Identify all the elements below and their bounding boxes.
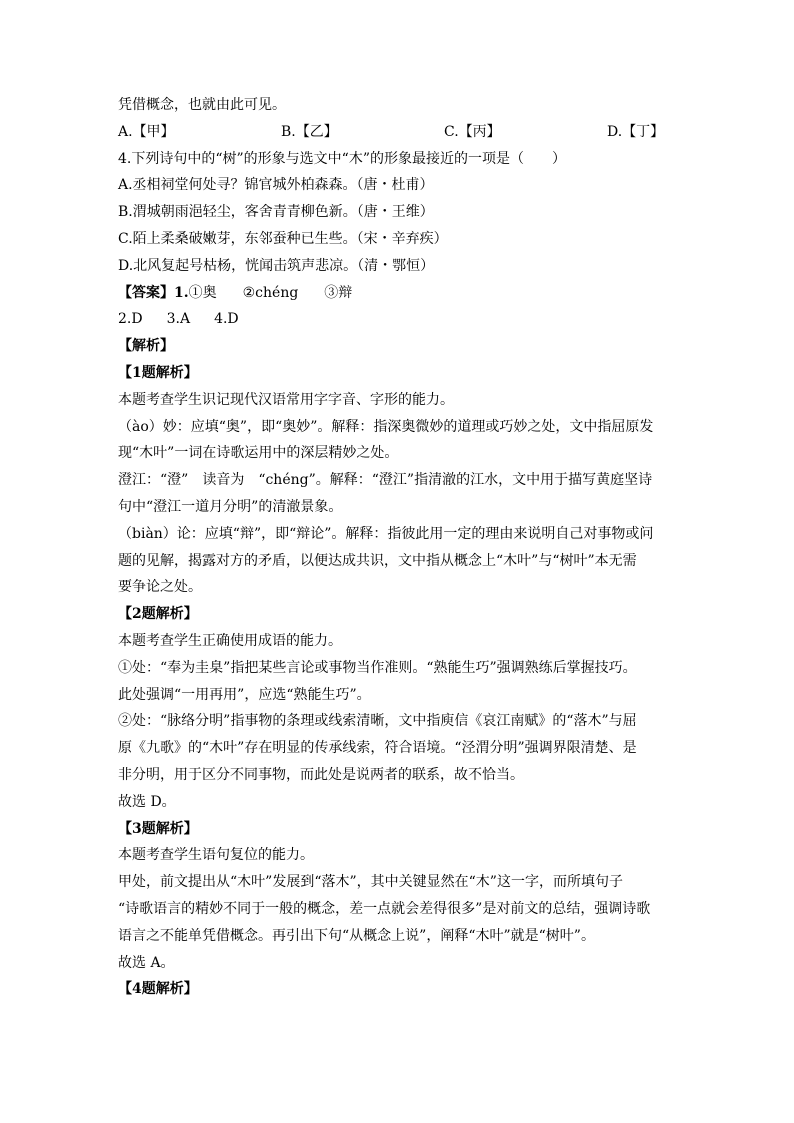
question-4: 4.下列诗句中的“树”的形象与选文中“木”的形象最接近的一项是（ ） (118, 150, 566, 167)
answer-4: 4.D (214, 311, 239, 328)
answer-line-2 (118, 306, 678, 333)
question-4-option-a: A.丞相祠堂何处寻？锦官城外柏森森。（唐・杜甫） (118, 177, 434, 194)
option-a: A.【甲】 (118, 123, 175, 140)
question-4-option-d: D.北风复起号枯杨，恍闻击筑声悲凉。（清・鄂恒） (118, 257, 435, 274)
question-4-option-c: C.陌上柔桑破嫩芽，东邻蚕种已生些。（宋・辛弃疾） (118, 230, 448, 247)
answer-3: 3.A (166, 311, 191, 328)
text-line: 此处强调“一用再用”，应选“熟能生巧”。 (118, 686, 371, 703)
option-b: B.【乙】 (281, 123, 338, 140)
text-line: “诗歌语言的精妙不同于一般的概念，差一点就会差得很多”是对前文的总结，强调诗歌 (118, 900, 651, 917)
section-heading-q2: 【2题解析】 (118, 606, 198, 623)
answer-line (118, 280, 678, 307)
answer-2: 2.D (118, 311, 143, 328)
answer-label: 【答案】1. (118, 284, 189, 301)
text-line: （biàn）论：应填“辩”，即“辩论”。解释：指彼此用一定的理由来说明自己对事物或问 (118, 525, 654, 542)
text-line: 凭借概念，也就由此可见。 (118, 97, 286, 113)
answer-1-2: ②chéng (242, 284, 299, 301)
section-heading-analysis: 【解析】 (118, 338, 174, 355)
text-line: 故选 A。 (118, 954, 175, 971)
text-line: ②处：“脉络分明”指事物的条理或线索清晰，文中指庾信《哀江南赋》的“落木”与屈 (118, 713, 637, 730)
text-line: 本题考查学生正确使用成语的能力。 (118, 632, 342, 649)
text-line: 本题考查学生语句复位的能力。 (118, 847, 314, 864)
option-d: D.【丁】 (607, 123, 665, 140)
document-page (118, 92, 678, 1003)
text-line: 现“木叶”一词在诗歌运用中的深层精妙之处。 (118, 445, 399, 462)
text-line: 甲处，前文提出从“木叶”发展到“落木”，其中关键显然在“木”这一字，而所填句子 (118, 874, 623, 891)
section-heading-q4: 【4题解析】 (118, 981, 198, 998)
text-line: 题的见解，揭露对方的矛盾，以便达成共识，文中指从概念上“木叶”与“树叶”本无需 (118, 552, 637, 569)
text-line: 故选 D。 (118, 793, 176, 810)
choice-options (118, 119, 678, 146)
text-line: 澄江：“澄” 读音为 “chéng”。解释：“澄江”指清澈的江水，文中用于描写黄庭坚诗 (118, 472, 653, 489)
section-heading-q1: 【1题解析】 (118, 364, 198, 381)
text-line: 原《九歌》的“木叶”存在明显的传承线索，符合语境。“泾渭分明”强调界限清楚、是 (118, 740, 637, 757)
text-line: 非分明，用于区分不同事物，而此处是说两者的联系，故不恰当。 (118, 766, 524, 783)
answer-1-3: ③辩 (324, 284, 353, 301)
text-line: 本题考查学生识记现代汉语常用字字音、字形的能力。 (118, 391, 454, 408)
text-line: 语言之不能单凭借概念。再引出下句“从概念上说”，阐释“木叶”就是“树叶”。 (118, 927, 595, 944)
text-line: 要争论之处。 (118, 579, 202, 596)
text-line: ①处：“奉为圭臬”指把某些言论或事物当作准则。“熟能生巧”强调熟练后掌握技巧。 (118, 659, 637, 676)
section-heading-q3: 【3题解析】 (118, 820, 198, 837)
question-4-option-b: B.渭城朝雨浥轻尘，客舍青青柳色新。（唐・王维） (118, 204, 434, 221)
option-c: C.【丙】 (444, 123, 501, 140)
answer-1-1: ①奥 (188, 284, 217, 301)
text-line: （ào）妙：应填“奥”，即“奥妙”。解释：指深奥微妙的道理或巧妙之处，文中指屈原发 (118, 418, 654, 435)
text-line: 句中“澄江一道月分明”的清澈景象。 (118, 498, 343, 515)
